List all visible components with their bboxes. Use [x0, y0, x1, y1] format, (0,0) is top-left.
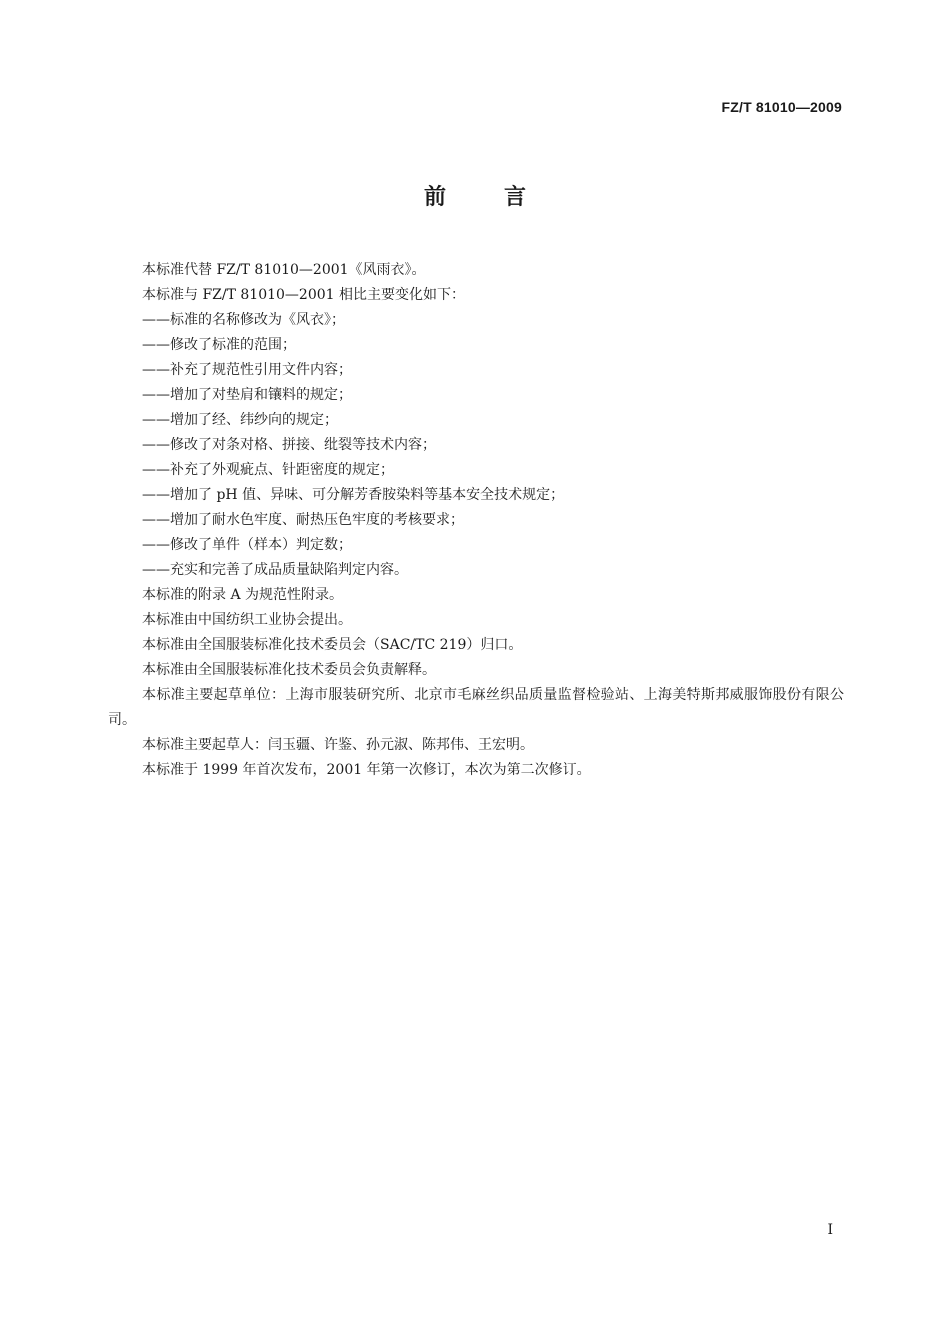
document-body [108, 258, 844, 783]
closing-paragraph: 本标准的附录 A 为规范性附录。 [142, 587, 344, 603]
closing-paragraph: 本标准于 1999 年首次发布，2001 年第一次修订，本次为第二次修订。 [142, 762, 591, 778]
standard-code: FZ/T 81010—2009 [721, 99, 842, 115]
list-item: ——补充了外观疵点、针距密度的规定； [142, 462, 394, 478]
closing-paragraph: 本标准由中国纺织工业协会提出。 [142, 612, 352, 628]
list-item: ——标准的名称修改为《风衣》； [142, 312, 345, 328]
list-item: ——补充了规范性引用文件内容； [142, 362, 352, 378]
list-item: ——修改了标准的范围； [142, 337, 296, 353]
list-item: ——修改了单件（样本）判定数； [142, 537, 352, 553]
intro-paragraph: 本标准代替 FZ/T 81010—2001《风雨衣》。 [142, 262, 426, 278]
page-title: 前言 [423, 185, 584, 210]
list-item: ——增加了对垫肩和镶料的规定； [142, 387, 352, 403]
list-item: ——增加了经、纬纱向的规定； [142, 412, 338, 428]
closing-paragraph: 本标准主要起草单位：上海市服装研究所、北京市毛麻丝织品质量监督检验站、上海美特斯邦威服饰股份有限公司。 [108, 687, 844, 728]
list-item: ——增加了耐水色牢度、耐热压色牢度的考核要求； [142, 512, 464, 528]
page-number: I [827, 1222, 833, 1238]
list-item: ——修改了对条对格、拼接、纰裂等技术内容； [142, 437, 436, 453]
change-list [108, 308, 844, 583]
closing-paragraph: 本标准主要起草人：闫玉疆、许鉴、孙元淑、陈邦伟、王宏明。 [142, 737, 534, 753]
closing-paragraph: 本标准由全国服装标准化技术委员会（SAC/TC 219）归口。 [142, 637, 523, 653]
closing-paragraph: 本标准由全国服装标准化技术委员会负责解释。 [142, 662, 436, 678]
list-item: ——增加了 pH 值、异味、可分解芳香胺染料等基本安全技术规定； [142, 487, 565, 503]
list-item: ——充实和完善了成品质量缺陷判定内容。 [142, 562, 408, 578]
intro-paragraph: 本标准与 FZ/T 81010—2001 相比主要变化如下： [142, 287, 466, 303]
